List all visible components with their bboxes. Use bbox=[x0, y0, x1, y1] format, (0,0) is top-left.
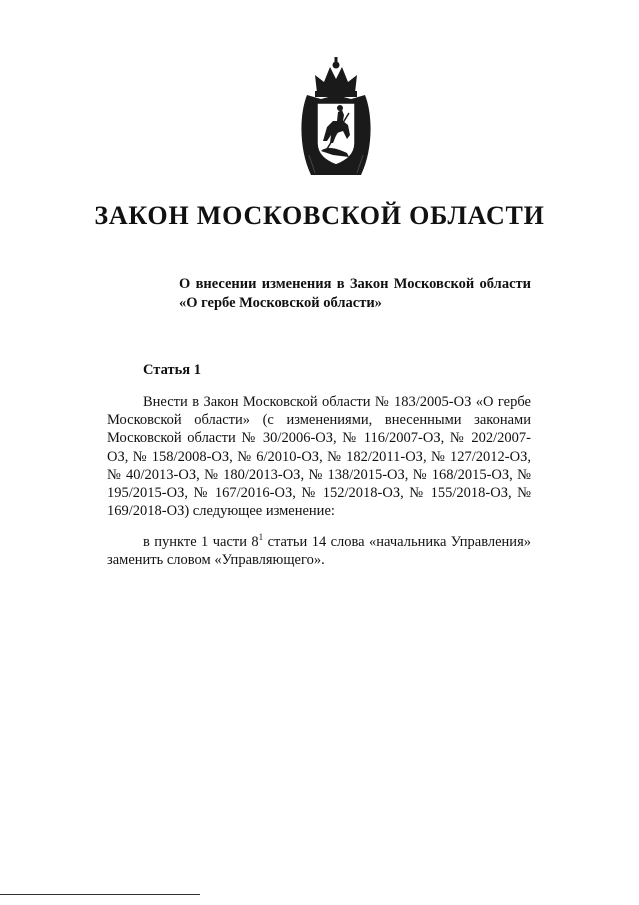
law-subtitle: О внесении изменения в Закон Московской области «О гербе Московской области» bbox=[179, 276, 531, 311]
coat-of-arms-icon bbox=[293, 55, 379, 180]
paragraph-2-text-start: в пункте 1 части 8 bbox=[143, 534, 259, 550]
law-title: ЗАКОН МОСКОВСКОЙ ОБЛАСТИ bbox=[94, 201, 545, 230]
article-paragraph-2 bbox=[107, 533, 531, 569]
footer-divider bbox=[0, 894, 200, 895]
article-paragraph-1: Внести в Закон Московской области № 183/2005-ОЗ «О гербе Московской области» (с изменениями, внесенными законами Московской области № 30/2006-ОЗ, № 116/2007-ОЗ, № 202/2007-ОЗ, № 158/2008-ОЗ, № 6/2010-ОЗ, № 182/2011-ОЗ, № 127/2012-ОЗ, № 40/2013-ОЗ, № 180/2013-ОЗ, № 138/2015-ОЗ, № 168/2015-ОЗ, № 195/2015-ОЗ, № 167/2016-ОЗ, № 152/2018-ОЗ, № 155/2018-ОЗ, № 169/2018-ОЗ) следующее изменение: bbox=[107, 394, 531, 520]
paragraph-2-text-end: статьи 14 слова «начальника Управления» заменить словом «Управляющего». bbox=[107, 534, 531, 569]
paragraph-2-superscript: 1 bbox=[258, 532, 264, 542]
article-heading: Статья 1 bbox=[143, 362, 201, 378]
